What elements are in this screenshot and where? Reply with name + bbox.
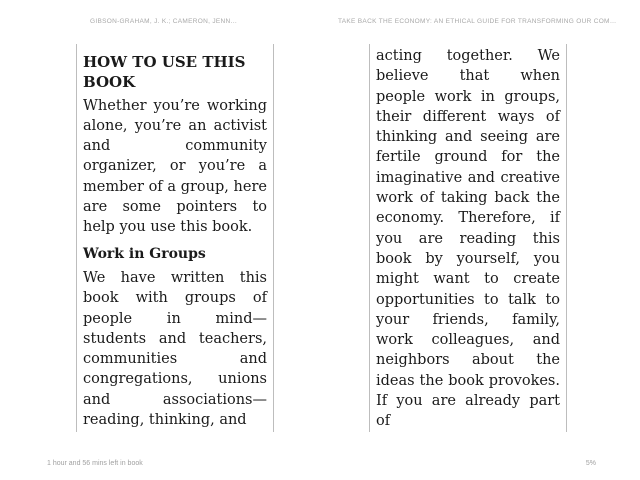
section-heading: HOW TO USE THIS BOOK xyxy=(83,53,246,92)
intro-paragraph: Whether you’re working alone, you’re an activist and community organizer, or you’re a member of a group, here are some pointers to help you use this book. xyxy=(83,97,267,236)
subsection-heading: Work in Groups xyxy=(83,245,206,262)
right-page[interactable] xyxy=(369,44,567,432)
body-paragraph-continued: acting together. We believe that when people work in groups, their different ways of thinking and seeing are fertile ground for the imaginative and creative work of taking back the economy. Therefore, if you are reading this book by yourself, you might want to create opportunities to talk to your friends, family, work colleagues, and neighbors about the ideas the book provokes. If you are already part of xyxy=(376,48,560,430)
running-header-title: TAKE BACK THE ECONOMY: AN ETHICAL GUIDE FOR TRANSFORMING OUR COM… xyxy=(338,18,617,25)
time-left-indicator: 1 hour and 56 mins left in book xyxy=(47,460,143,467)
progress-percentage: 5% xyxy=(585,460,596,467)
left-page[interactable] xyxy=(76,44,274,432)
body-paragraph: We have written this book with groups of people in mind—students and teachers, communities and congregations, unions and associations—reading, thinking, and xyxy=(83,269,267,429)
running-header-author: GIBSON-GRAHAM, J. K.; CAMERON, JENN… xyxy=(90,18,238,25)
